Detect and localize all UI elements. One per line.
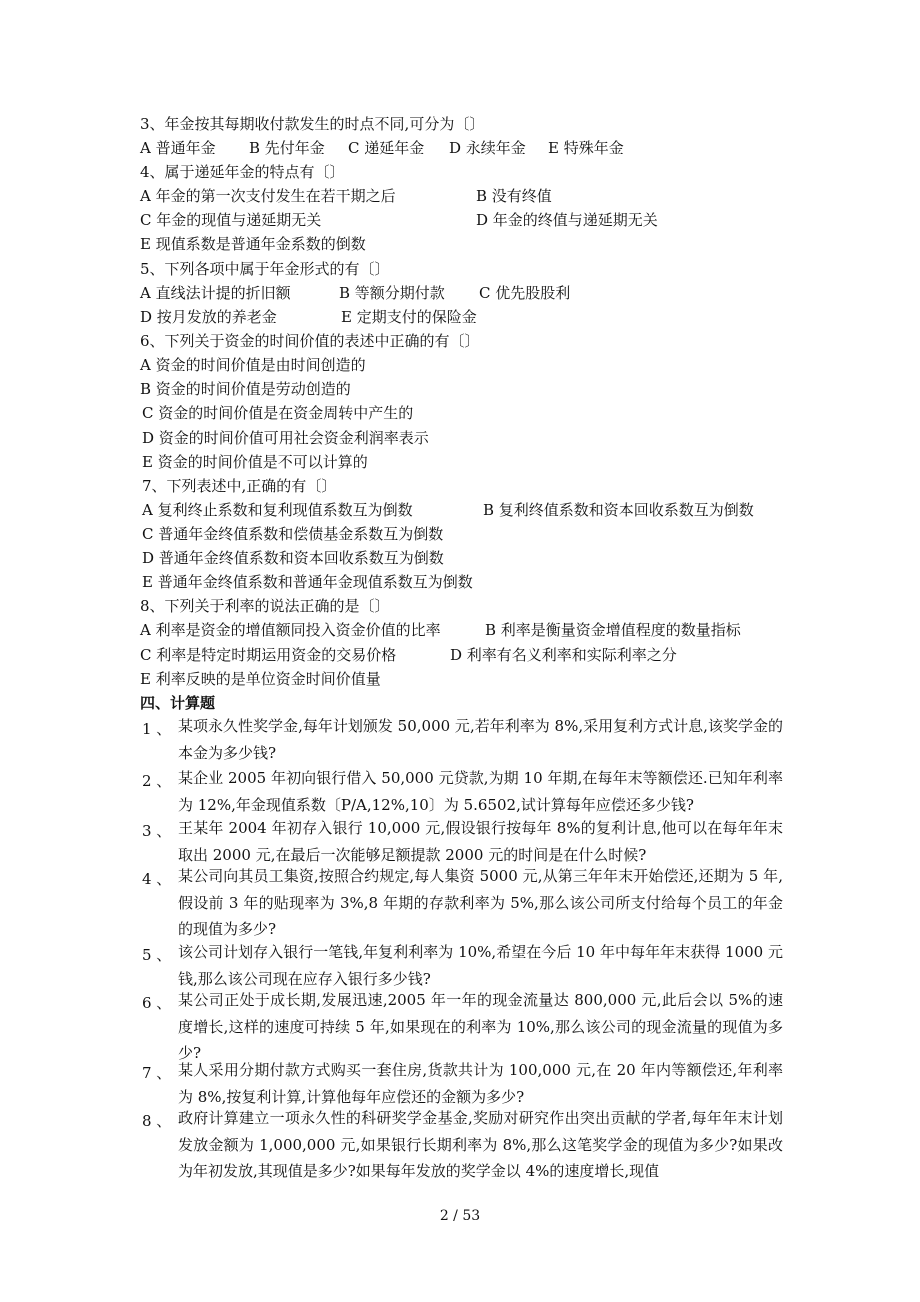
question-5: 5、下列各项中属于年金形式的有〔〕 [140,260,390,278]
problem-text: 王某年 2004 年初存入银行 10,000 元,假设银行按每年 8%的复利计息,他可以在每年年末取出 2000 元,在最后一次能够足额提款 2000 元的时间是在什么时候? [178,819,783,864]
problem-text: 政府计算建立一项永久性的科研奖学金基金,奖励对研究作出突出贡献的学者,每年年末计划发放金额为 1,000,000 元,如果银行长期利率为 8%,那么这笔奖学金的现值为多少?如果改为年初发放,其现值是多少?如果每年发放的奖学金以 4%的速度增长,现值 [178,1109,783,1180]
option-3e: E 特殊年金 [548,139,624,157]
problem-text: 某公司正处于成长期,发展迅速,2005 年一年的现金流量达 800,000 元,此后会以 5%的速度增长,这样的速度可持续 5 年,如果现在的利率为 10%,那么该公司的现金流量的现值为多少? [178,991,783,1062]
option-5c: C 优先股股利 [479,284,571,302]
problem-number: 6 、 [142,994,172,1012]
option-4d: D 年金的终值与递延期无关 [476,211,658,229]
question-8: 8、下列关于利率的说法正确的是〔〕 [140,597,390,615]
option-8b: B 利率是衡量资金增值程度的数量指标 [485,621,741,639]
option-3b: B 先付年金 [249,139,325,157]
option-7a: A 复利终止系数和复利现值系数互为倒数 [142,501,413,519]
option-5e: E 定期支付的保险金 [341,308,477,326]
option-7e: E 普通年金终值系数和普通年金现值系数互为倒数 [142,573,473,591]
question-7: 7、下列表述中,正确的有〔〕 [142,477,337,495]
option-4a: A 年金的第一次支付发生在若干期之后 [140,187,396,205]
problem-number: 1 、 [142,720,172,738]
option-4b: B 没有终值 [476,187,552,205]
problem-number: 2 、 [142,772,172,790]
problem-number: 8 、 [142,1112,172,1130]
option-4c: C 年金的现值与递延期无关 [140,211,322,229]
option-7d: D 普通年金终值系数和资本回收系数互为倒数 [142,549,444,567]
option-6b: B 资金的时间价值是劳动创造的 [140,380,351,398]
problem-number: 5 、 [142,946,172,964]
problem-text: 该公司计划存入银行一笔钱,年复利利率为 10%,希望在今后 10 年中每年年末获得 1000 元钱,那么该公司现在应存入银行多少钱? [178,943,783,988]
problem-number: 3 、 [142,822,172,840]
option-8a: A 利率是资金的增值额同投入资金价值的比率 [140,621,441,639]
question-6: 6、下列关于资金的时间价值的表述中正确的有〔〕 [140,332,480,350]
problem-text: 某项永久性奖学金,每年计划颁发 50,000 元,若年利率为 8%,采用复利方式计息,该奖学金的本金为多少钱? [178,717,783,762]
option-6c: C 资金的时间价值是在资金周转中产生的 [142,404,414,422]
option-8e: E 利率反映的是单位资金时间价值量 [140,670,381,688]
option-3a: A 普通年金 [140,139,216,157]
option-5d: D 按月发放的养老金 [140,308,277,326]
option-5b: B 等额分期付款 [339,284,445,302]
option-4e: E 现值系数是普通年金系数的倒数 [140,235,366,253]
option-3d: D 永续年金 [449,139,526,157]
option-7b: B 复利终值系数和资本回收系数互为倒数 [483,501,754,519]
question-3: 3、年金按其每期收付款发生的时点不同,可分为〔〕 [140,115,485,133]
option-6d: D 资金的时间价值可用社会资金利润率表示 [142,429,429,447]
page-number: 2 / 53 [439,1208,481,1224]
problem-text: 某公司向其员工集资,按照合约规定,每人集资 5000 元,从第三年年末开始偿还,还期为 5 年,假设前 3 年的贴现率为 3%,8 年期的存款利率为 5%,那么该公司所支付给每个员工的年金的现值为多少? [178,867,783,938]
problem-text: 某人采用分期付款方式购买一套住房,货款共计为 100,000 元,在 20 年内等额偿还,年利率为 8%,按复利计算,计算他每年应偿还的金额为多少? [178,1061,783,1106]
problem-number: 7 、 [142,1064,172,1082]
option-7c: C 普通年金终值系数和偿债基金系数互为倒数 [142,525,444,543]
option-8d: D 利率有名义利率和实际利率之分 [450,646,677,664]
option-3c: C 递延年金 [348,139,425,157]
problem-text: 某企业 2005 年初向银行借入 50,000 元贷款,为期 10 年期,在每年末等额偿还.已知年利率为 12%,年金现值系数〔P/A,12%,10〕为 5.6502,试计算每年应偿还多少钱? [178,769,783,814]
option-5a: A 直线法计提的折旧额 [140,284,291,302]
section-heading: 四、计算题 [140,694,216,712]
option-6e: E 资金的时间价值是不可以计算的 [142,453,368,471]
option-8c: C 利率是特定时期运用资金的交易价格 [140,646,397,664]
problem-number: 4 、 [142,870,172,888]
option-6a: A 资金的时间价值是由时间创造的 [140,356,366,374]
question-4: 4、属于递延年金的特点有〔〕 [140,163,345,181]
